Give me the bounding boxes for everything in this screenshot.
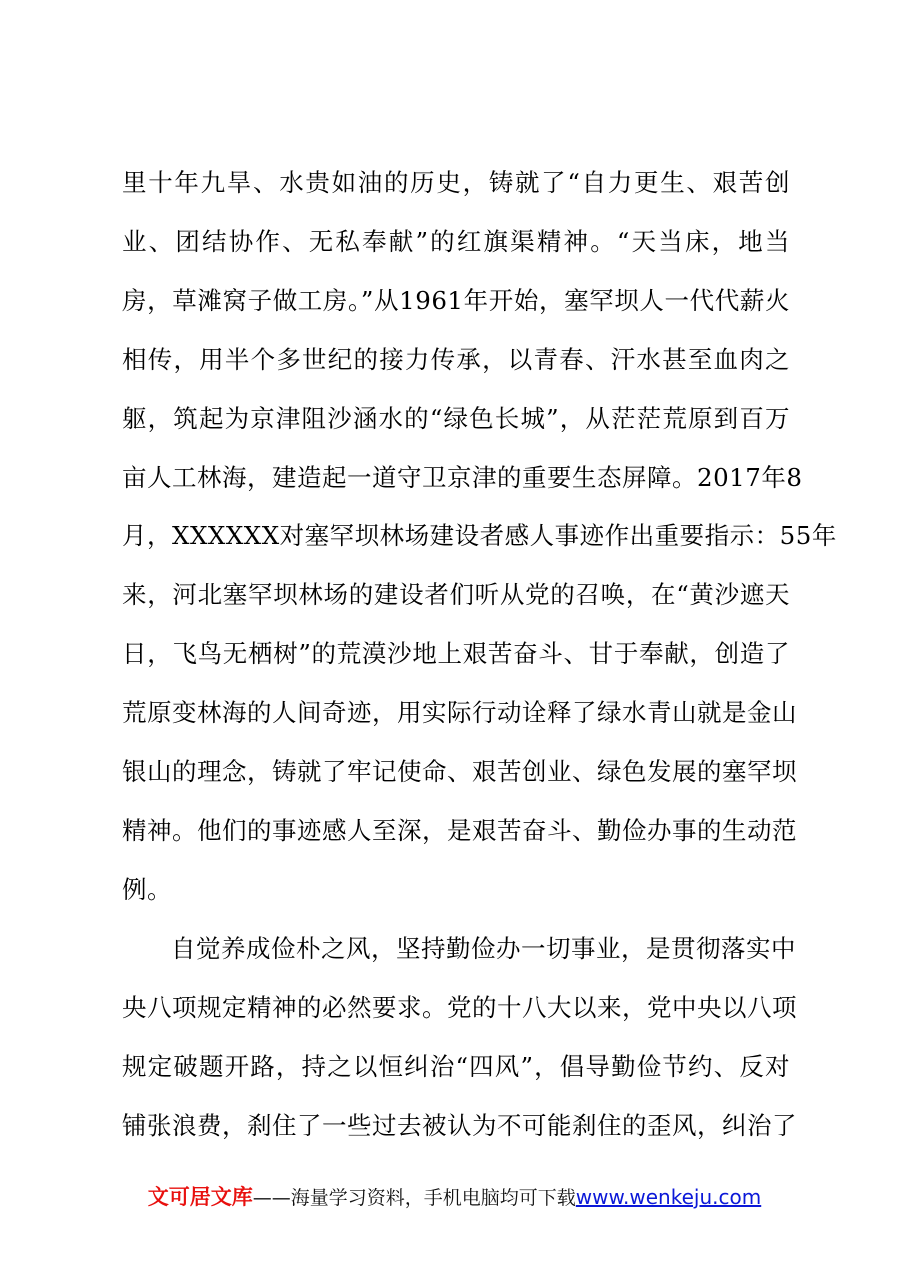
footer-tagline: ——海量学习资料，手机电脑均可下载: [252, 1187, 576, 1209]
text-line: 铺张浪费，刹住了一些过去被认为不可能刹住的歪风，纠治了: [122, 1111, 797, 1140]
text-line: 亩人工林海，建造起一道守卫京津的重要生态屏障。2017年8: [122, 463, 803, 492]
text-line: 里十年九旱、水贵如油的历史，铸就了“自力更生、艰苦创: [122, 168, 790, 197]
website-link[interactable]: www.wenkeju.com: [575, 1185, 762, 1209]
brand-name: 文可居文库: [147, 1185, 253, 1209]
text-line: 精神。他们的事迹感人至深，是艰苦奋斗、勤俭办事的生动范: [122, 816, 797, 845]
footer-banner: [0, 1182, 909, 1212]
text-line: 来，河北塞罕坝林场的建设者们听从党的召唤，在“黄沙遮天: [122, 580, 790, 609]
text-line: 相传，用半个多世纪的接力传承，以青春、汗水甚至血肉之: [122, 345, 790, 374]
text-line: 业、团结协作、无私奉献”的红旗渠精神。“天当床，地当: [122, 227, 790, 256]
text-line: 日，飞鸟无栖树”的荒漠沙地上艰苦奋斗、甘于奉献，创造了: [122, 639, 790, 668]
text-line: 规定破题开路，持之以恒纠治“四风”，倡导勤俭节约、反对: [122, 1052, 790, 1081]
text-line: 自觉养成俭朴之风，坚持勤俭办一切事业，是贯彻落实中: [171, 934, 796, 963]
text-line: 例。: [122, 875, 172, 904]
text-line: 央八项规定精神的必然要求。党的十八大以来，党中央以八项: [122, 993, 797, 1022]
text-line: 月，XXXXXX对塞罕坝林场建设者感人事迹作出重要指示：55年: [122, 521, 837, 550]
text-line: 躯，筑起为京津阻沙涵水的“绿色长城”，从茫茫荒原到百万: [122, 404, 790, 433]
text-line: 房，草滩窝子做工房。”从1961年开始，塞罕坝人一代代薪火: [122, 286, 790, 315]
text-line: 荒原变林海的人间奇迹，用实际行动诠释了绿水青山就是金山: [122, 698, 797, 727]
text-line: 银山的理念，铸就了牢记使命、艰苦创业、绿色发展的塞罕坝: [122, 757, 797, 786]
